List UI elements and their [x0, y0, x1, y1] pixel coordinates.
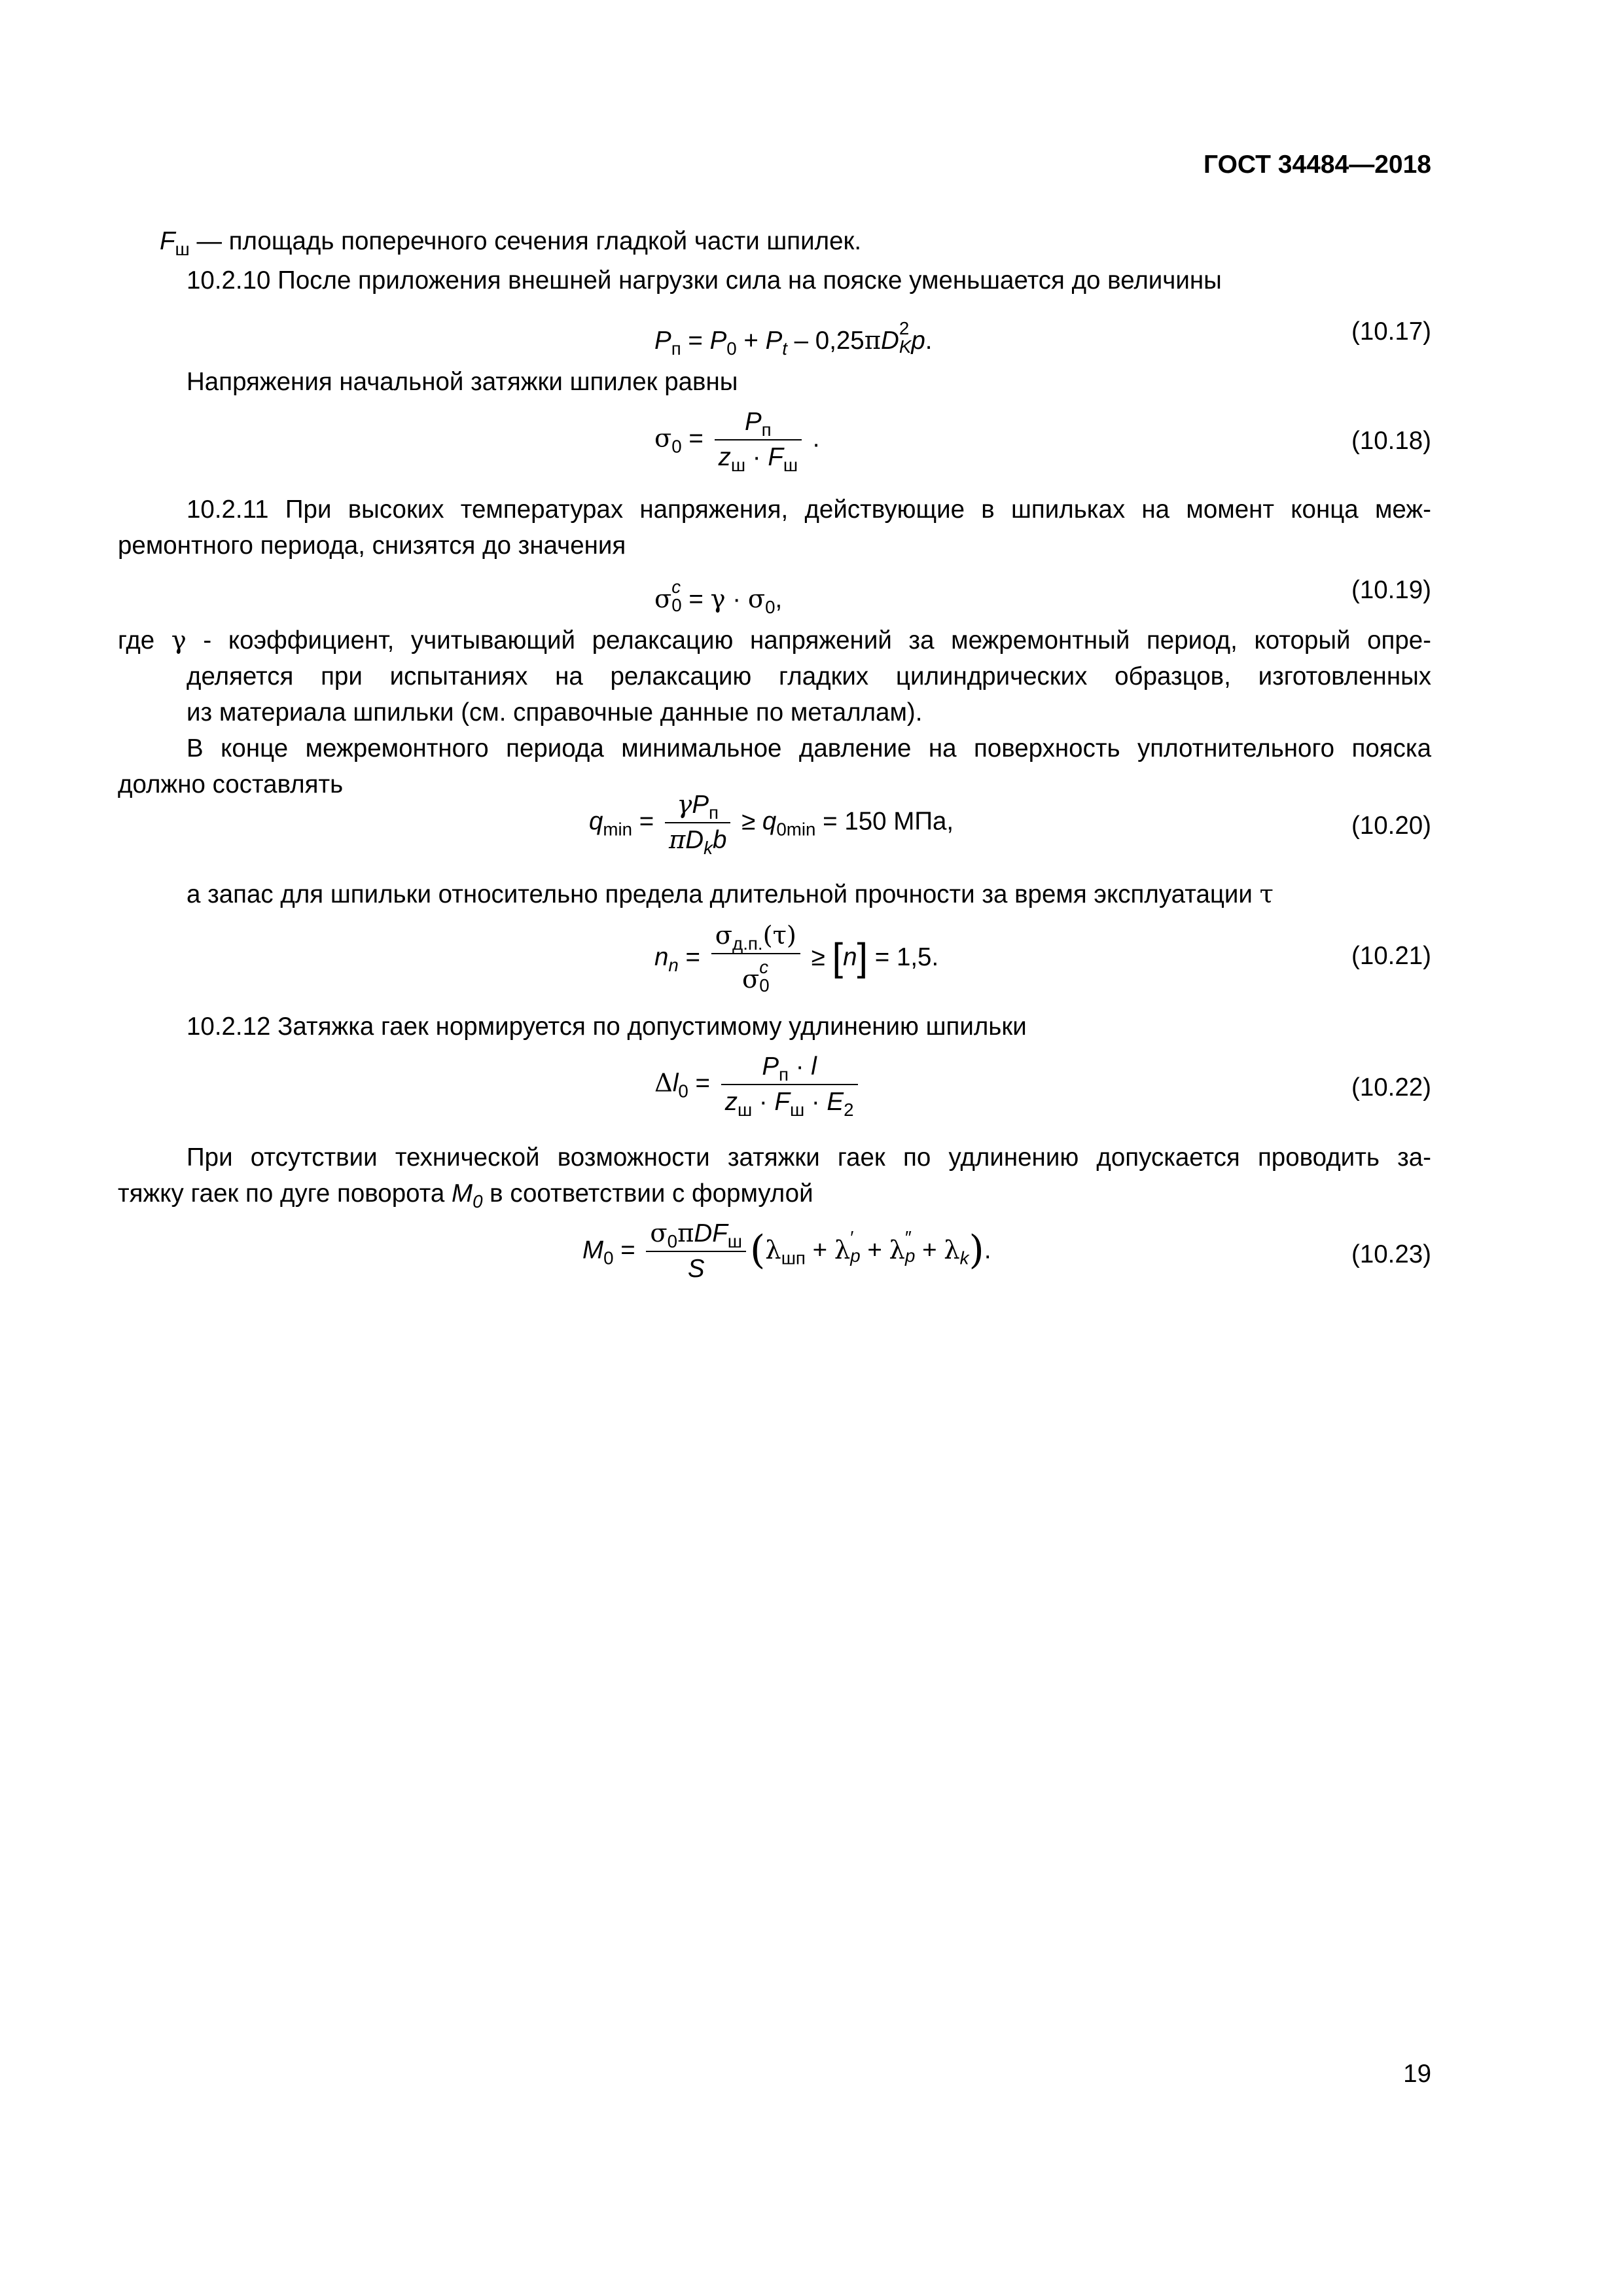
- eq18-den-z: z: [718, 443, 731, 472]
- eq23-lambda4: λ: [944, 1235, 960, 1265]
- clause-10-2-11-line2: ремонтного периода, снизятся до значения: [118, 531, 626, 560]
- eq17-P: P: [654, 327, 671, 355]
- eq21-num-sigma-sub: д.п.: [732, 933, 763, 954]
- equation-10-21: [654, 923, 938, 995]
- var-F: F: [160, 227, 175, 255]
- eq23-num-D: D: [694, 1219, 713, 1247]
- eq18-den-F: F: [768, 443, 783, 472]
- eq23-fraction: [646, 1221, 746, 1283]
- eq22-l: l: [672, 1069, 679, 1098]
- eq23-num-F: F: [712, 1219, 728, 1247]
- gamma-definition-line1: [118, 628, 1431, 654]
- eq22-den-E: E: [827, 1088, 844, 1117]
- eq22-num-dot: ·: [789, 1052, 812, 1081]
- eq20-den-D-sub: k: [704, 838, 713, 859]
- safety-margin-words: а запас для шпильки относительно предела длительной прочности за время эксплуатации: [187, 880, 1260, 908]
- eq22-den-F-sub: ш: [789, 1100, 805, 1121]
- eq23-plus3: +: [915, 1236, 944, 1265]
- eq23-lambda3-sup: ″: [904, 1227, 912, 1248]
- eq22-den-dot2: ·: [804, 1088, 827, 1117]
- eq18-tail: .: [806, 424, 820, 453]
- eq17-Pt: P: [765, 327, 783, 355]
- eq23-numerator: [646, 1221, 746, 1252]
- eq17-P0: P: [709, 327, 727, 355]
- eq23-plus2: +: [860, 1236, 889, 1265]
- eq22-den-dot1: ·: [752, 1088, 775, 1117]
- eq19-sigma-sup: c: [671, 577, 681, 597]
- min-pressure-line2: должно составлять: [118, 770, 344, 798]
- equation-10-22: [654, 1052, 862, 1121]
- eq18-den-z-sub: ш: [730, 455, 746, 476]
- eq22-den-F: F: [774, 1088, 790, 1117]
- eq23-num-sigma: σ: [650, 1219, 668, 1248]
- eq22-num-P-sub: п: [779, 1064, 789, 1085]
- eq23-lambda3: λ: [889, 1235, 905, 1265]
- eq22-equals: =: [688, 1069, 717, 1098]
- gamma-def-text: - коэффициент, учитывающий релаксацию напряжений за межремонтный период, который опре-: [186, 626, 1431, 655]
- eq20-value: 150 МПа,: [844, 807, 954, 836]
- eq20-num-gamma: γ: [677, 790, 692, 819]
- eq20-denominator: [665, 823, 730, 859]
- eq22-den-E-sub: 2: [844, 1100, 854, 1121]
- equation-10-18: [654, 408, 820, 476]
- eq17-Pt-sub: t: [782, 338, 787, 359]
- nut-tightening-M: M: [451, 1179, 473, 1208]
- eq23-denominator: [646, 1252, 746, 1282]
- definition-line: [160, 227, 862, 259]
- eq17-D: D: [881, 327, 899, 355]
- eq19-dot: ·: [725, 585, 748, 614]
- eq23-M-sub: 0: [603, 1247, 614, 1268]
- eq17-dot: .: [925, 327, 933, 355]
- eq20-q-sub: min: [603, 819, 633, 840]
- eq19-sigma: σ: [654, 584, 672, 615]
- min-pressure-line1: В конце межремонтного периода минимальное давление на поверхность уплотнительного пояска: [187, 734, 1431, 762]
- eq21-n-allowed: n: [843, 943, 857, 972]
- equation-number-10-18: (10.18): [1351, 427, 1431, 455]
- var-F-sub: ш: [175, 238, 190, 259]
- eq19-gamma: γ: [710, 584, 726, 615]
- eq17-minus: – 0,25: [787, 327, 865, 355]
- eq20-equals2: =: [815, 807, 845, 836]
- eq17-plus: +: [736, 327, 766, 355]
- eq21-fraction: [711, 923, 800, 995]
- eq18-numerator: [715, 409, 802, 440]
- eq22-denominator: [721, 1085, 858, 1121]
- nut-tightening-M-sub: 0: [473, 1191, 483, 1211]
- eq22-num-l: l: [811, 1052, 817, 1081]
- eq19-sigma-sub: 0: [671, 594, 682, 615]
- eq17-D-scripts: [899, 319, 912, 355]
- eq21-num-tau: (τ): [762, 921, 796, 950]
- equation-number-10-21: (10.21): [1351, 942, 1431, 970]
- eq21-n-sub: n: [668, 954, 679, 975]
- eq20-numerator: [665, 792, 730, 823]
- eq20-den-D: D: [685, 826, 704, 855]
- eq17-P0-sub: 0: [726, 338, 737, 359]
- eq23-M: M: [582, 1236, 604, 1265]
- equation-10-17: [654, 318, 933, 359]
- eq21-den-sigma: σ: [741, 965, 760, 995]
- standard-header: ГОСТ 34484—2018: [1204, 151, 1431, 179]
- eq23-left-paren: (: [750, 1227, 766, 1273]
- eq20-q: q: [589, 807, 603, 836]
- eq20-fraction: [665, 790, 730, 859]
- clause-10-2-11-line1: 10.2.11 При высоких температурах напряжения, действующие в шпильках на момент конца меж-: [187, 495, 1431, 524]
- eq18-fraction: [715, 408, 802, 476]
- eq21-den-scripts: [759, 958, 769, 994]
- safety-margin-text: [187, 882, 1274, 908]
- equation-number-10-17: (10.17): [1351, 317, 1431, 346]
- clause-10-2-10: 10.2.10 После приложения внешней нагрузки сила на пояске уменьшается до величины: [187, 266, 1222, 295]
- definition-text: — площадь поперечного сечения гладкой части шпилек.: [189, 227, 862, 255]
- eq21-num-sigma: σ: [715, 921, 733, 950]
- eq17-equals: =: [681, 327, 710, 355]
- equation-number-10-22: (10.22): [1351, 1073, 1431, 1102]
- safety-margin-tau: τ: [1259, 880, 1274, 909]
- eq20-q0: q: [762, 807, 777, 836]
- eq18-num-P: P: [744, 408, 762, 436]
- eq22-l-sub: 0: [678, 1081, 688, 1102]
- eq19-sigma-scripts: [671, 578, 681, 614]
- eq23-lambda2-sup: ′: [850, 1227, 854, 1248]
- eq20-den-b: b: [712, 826, 727, 855]
- nut-tightening-line1: При отсутствии технической возможности затяжки гаек по удлинению допускается проводить за-: [187, 1143, 1431, 1172]
- eq21-denominator: [711, 954, 800, 994]
- equation-10-20: [589, 790, 954, 859]
- eq20-num-P: P: [692, 791, 709, 819]
- eq19-equals: =: [681, 585, 711, 614]
- eq21-n: n: [654, 943, 669, 972]
- eq17-p: p: [911, 327, 925, 355]
- eq20-q0-sub: 0min: [776, 819, 816, 840]
- eq23-lambda1-sub: шп: [781, 1247, 806, 1268]
- gamma-def-symbol: γ: [171, 626, 187, 655]
- page-number: 19: [1403, 2060, 1431, 2088]
- eq23-lambda4-sub: k: [959, 1247, 969, 1268]
- eq23-num-F-sub: ш: [727, 1230, 742, 1251]
- eq17-P-sub: п: [671, 338, 681, 359]
- equation-number-10-20: (10.20): [1351, 812, 1431, 840]
- eq23-tail: .: [984, 1236, 991, 1265]
- eq23-lambda2-sub: p: [850, 1246, 861, 1266]
- text-initial-tension: Напряжения начальной затяжки шпилек равны: [187, 368, 738, 396]
- equation-10-19: [654, 577, 783, 618]
- eq18-num-P-sub: п: [761, 419, 772, 440]
- eq17-pi: π: [864, 326, 882, 356]
- eq19-sigma0: σ: [747, 584, 766, 615]
- eq22-den-z-sub: ш: [737, 1100, 753, 1121]
- gamma-definition-line3: из материала шпильки (см. справочные данные по металлам).: [187, 698, 923, 726]
- eq21-equals: =: [678, 943, 707, 972]
- eq19-sigma0-sub: 0: [765, 597, 776, 618]
- eq21-numerator: [711, 923, 800, 954]
- eq23-equals: =: [613, 1236, 643, 1265]
- eq23-lambda3-scripts: [905, 1229, 915, 1265]
- eq23-lambda3-sub: p: [904, 1246, 916, 1266]
- eq20-den-pi: π: [668, 825, 686, 855]
- eq23-lambda2: λ: [834, 1235, 851, 1265]
- eq23-lambda1: λ: [765, 1235, 781, 1265]
- eq22-num-P: P: [762, 1052, 779, 1081]
- eq21-right-bracket: ]: [857, 935, 868, 979]
- eq18-den-F-sub: ш: [783, 455, 798, 476]
- eq23-den-S: S: [687, 1255, 705, 1283]
- eq23-plus1: +: [805, 1236, 834, 1265]
- eq23-num-sigma-sub: 0: [667, 1230, 678, 1251]
- gamma-def-where: где: [118, 626, 171, 655]
- eq18-den-dot: ·: [745, 443, 768, 472]
- equation-number-10-19: (10.19): [1351, 576, 1431, 604]
- clause-10-2-12: 10.2.12 Затяжка гаек нормируется по допустимому удлинению шпильки: [187, 1013, 1027, 1041]
- gamma-definition-line2: деляется при испытаниях на релаксацию гладких цилиндрических образцов, изготовленных: [187, 662, 1431, 691]
- eq21-ge: ≥: [804, 943, 832, 972]
- eq18-sigma: σ: [654, 423, 672, 454]
- eq21-value: = 1,5.: [868, 943, 939, 972]
- eq23-num-pi: π: [677, 1219, 694, 1248]
- eq23-lambda2-scripts: [850, 1229, 860, 1265]
- nut-tightening-words: тяжку гаек по дуге поворота: [118, 1179, 452, 1208]
- eq18-denominator: [715, 440, 802, 476]
- eq21-left-bracket: [: [832, 935, 844, 979]
- eq20-ge: ≥: [734, 807, 762, 836]
- eq18-equals: =: [681, 424, 711, 453]
- equation-number-10-23: (10.23): [1351, 1240, 1431, 1268]
- eq20-num-P-sub: п: [709, 802, 719, 823]
- nut-tightening-line2: [118, 1179, 813, 1211]
- eq21-den-sub: 0: [759, 975, 770, 996]
- eq18-sigma-sub: 0: [671, 436, 682, 457]
- eq17-D-sup: 2: [899, 318, 910, 338]
- eq20-equals: =: [632, 807, 661, 836]
- eq22-numerator: [721, 1054, 858, 1085]
- eq17-D-sub: K: [899, 336, 912, 357]
- eq19-tail: ,: [775, 585, 783, 614]
- eq22-fraction: [721, 1052, 858, 1121]
- eq23-right-paren: ): [969, 1227, 984, 1273]
- eq22-den-z: z: [724, 1088, 738, 1117]
- eq21-den-sup: c: [759, 957, 769, 978]
- eq22-delta: Δ: [654, 1068, 673, 1098]
- nut-tightening-tail: в соответствии с формулой: [482, 1179, 813, 1208]
- equation-10-23: [582, 1221, 991, 1283]
